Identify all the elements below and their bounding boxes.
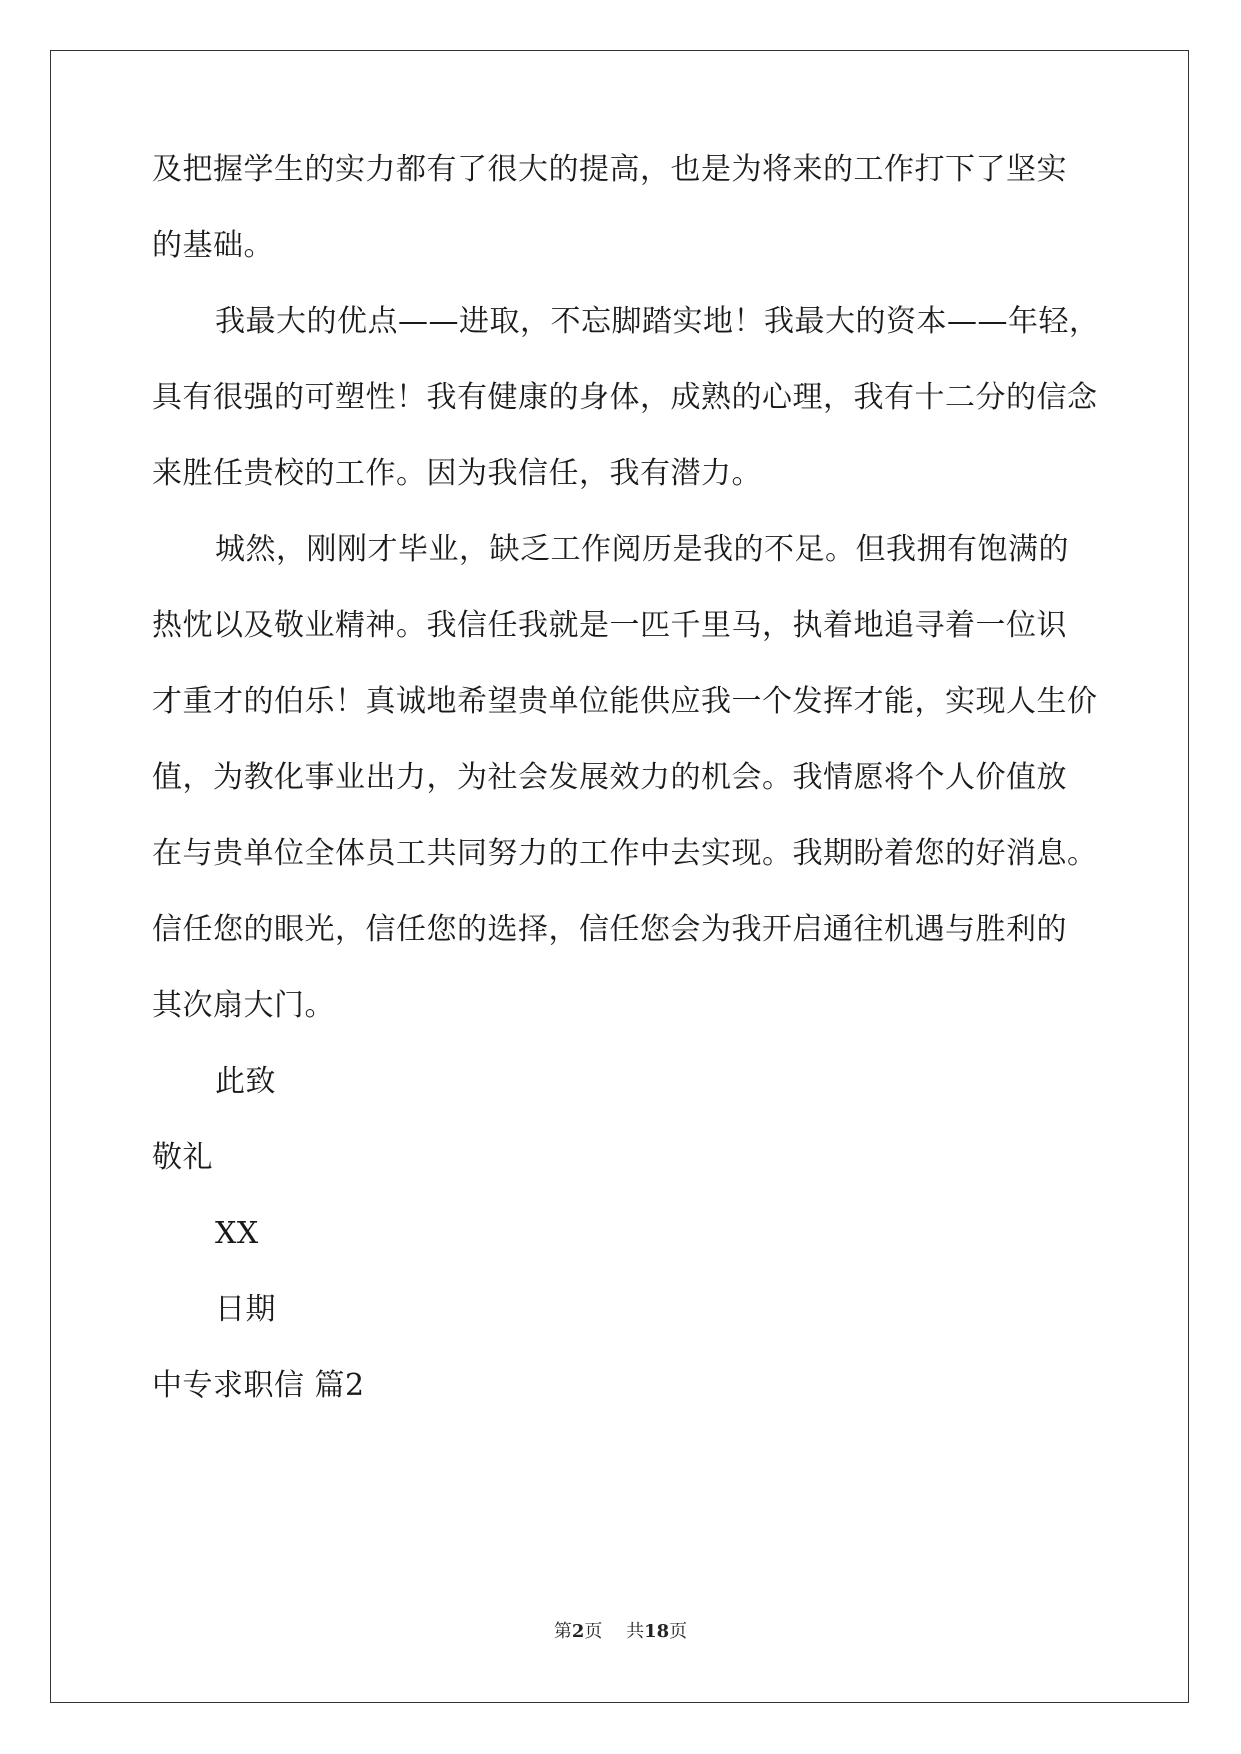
section-heading: 中专求职信 篇2: [152, 1368, 365, 1403]
footer-total-prefix: 共: [626, 1621, 645, 1642]
text-line: 其次扇大门。: [152, 988, 335, 1023]
footer-total-suffix: 页: [669, 1621, 688, 1642]
closing-regards: 敬礼: [152, 1140, 213, 1175]
paragraph-start: 城然，刚刚才毕业，缺乏工作阅历是我的不足。但我拥有饱满的: [215, 532, 1069, 567]
text-line: 来胜任贵校的工作。因为我信任，我有潜力。: [152, 456, 762, 491]
text-line: 及把握学生的实力都有了很大的提高，也是为将来的工作打下了坚实: [152, 152, 1067, 187]
paragraph-start: 我最大的优点——进取，不忘脚踏实地！我最大的资本——年轻，: [215, 304, 1100, 339]
text-line: 在与贵单位全体员工共同努力的工作中去实现。我期盼着您的好消息。: [152, 836, 1098, 871]
total-page-count: 18: [644, 1621, 670, 1642]
page-footer: [0, 1620, 1241, 1644]
closing-salutation: 此致: [215, 1064, 276, 1099]
signature-date: 日期: [215, 1292, 276, 1327]
text-line: 具有很强的可塑性！我有健康的身体，成熟的心理，我有十二分的信念: [152, 380, 1098, 415]
text-line: 值，为教化事业出力，为社会发展效力的机会。我情愿将个人价值放: [152, 760, 1067, 795]
current-page-number: 2: [571, 1621, 585, 1642]
footer-page-suffix: 页: [584, 1621, 603, 1642]
text-line: 才重才的伯乐！真诚地希望贵单位能供应我一个发挥才能，实现人生价: [152, 684, 1098, 719]
text-line: 的基础。: [152, 228, 274, 263]
text-line: 热忱以及敬业精神。我信任我就是一匹千里马，执着地追寻着一位识: [152, 608, 1067, 643]
footer-prefix: 第: [553, 1621, 572, 1642]
text-line: 信任您的眼光，信任您的选择，信任您会为我开启通往机遇与胜利的: [152, 912, 1067, 947]
signature-name: XX: [215, 1216, 259, 1251]
page-border: [50, 50, 1189, 1703]
